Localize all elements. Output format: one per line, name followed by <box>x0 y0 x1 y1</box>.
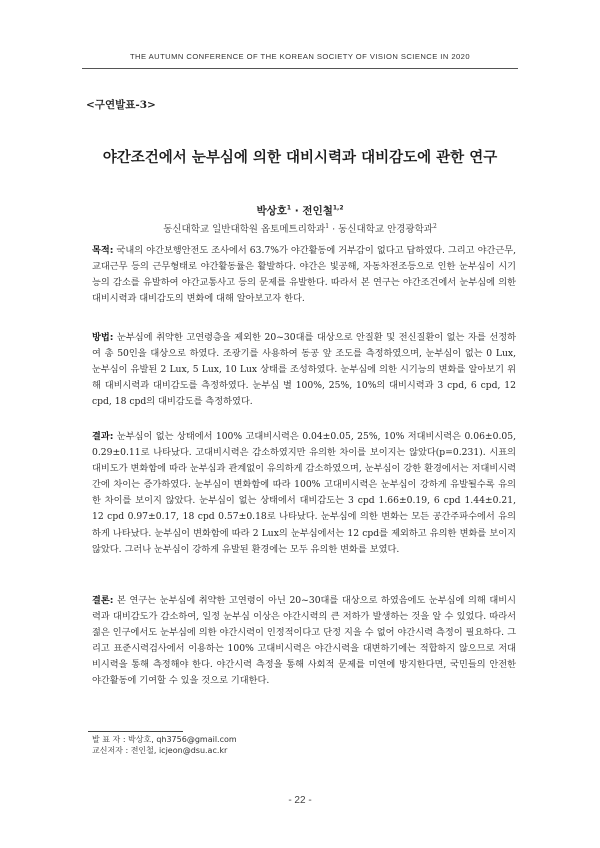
section-text: 눈부심이 없는 상태에서 100% 고대비시력은 0.04±0.05, 25%, 10% 저대비시력은 0.06±0.05, 0.29±0.11로 나타났다. 고대비시력은 감소하였지만 유의한 차이를 보이지는 않았다(p=0.231). 시표의 대비도가 변화함에 따라 눈부심과 관계없이 유의하게 감소하였으며, 눈부심이 강한 환경에서는 저대비시력간에 차이는 증가하였다. 눈부심이 변화함에 따라 100% 고대비시력은 눈부심이 강하게 유발될수록 유의한 차이를 보이지 않았다. 눈부심이 없는 상태에서 대비감도는 3 cpd 1.66±0.19, 6 cpd 1.44±0.21, 12 cpd 0.97±0.17, 18 cpd 0.57±0.18로 나타났다. 눈부심에 의한 변화는 모든 공간주파수에서 유의하게 나타났다. 눈부심이 변화함에 따라 2 Lux의 눈부심에서는 12 cpd를 제외하고 유의한 변화를 보이지 않았다. 그러나 눈부심이 강하게 유발된 환경에는 모두 유의한 변화를 보였다. <box>92 431 516 555</box>
section-text: 국내의 야간보행안전도 조사에서 63.7%가 야간활동에 거부감이 없다고 답하였다. 그리고 야간근무, 교대근무 등의 근무형태로 야간활동률은 활발하다. 야간은 빛공해, 자동차전조등으로 인한 눈부심이 시기능의 감소를 유발하여 야간교통사고 등의 문제를 유발한다. 따라서 본 연구는 야간조건에서 눈부심에 의한 대비시력과 대비감도의 변화에 대해 알아보고자 한다. <box>92 245 516 305</box>
section-text: 눈부심에 취약한 고연령층을 제외한 20~30대를 대상으로 안질환 및 전신질환이 없는 자를 선정하여 총 50인을 대상으로 하였다. 조광기를 사용하여 동공 앞 조도를 측정하였으며, 눈부심이 없는 0 Lux, 눈부심이 유발된 2 Lux, 5 Lux, 10 Lux 상태를 조성하였다. 눈부심에 의한 시기능의 변화를 알아보기 위해 대비시력과 대비감도를 측정하였다. 눈부심 별 100%, 25%, 10%의 대비시력과 3 cpd, 6 cpd, 12 cpd, 18 cpd의 대비감도를 측정하였다. <box>92 332 516 408</box>
affiliation-name: 동신대학교 일반대학원 옵토메트리학과 <box>163 224 326 235</box>
section-label: 결론: <box>92 595 114 606</box>
section-methods <box>92 330 516 410</box>
section-conclusion <box>92 593 516 690</box>
session-tag: <구연발표-3> <box>86 99 156 111</box>
section-label: 결과: <box>92 431 114 442</box>
section-label: 목적: <box>92 245 114 256</box>
affiliation-separator: · <box>332 224 336 235</box>
header-rule <box>82 68 518 69</box>
author-name: 전인철 <box>302 205 333 217</box>
author-name: 박상호 <box>256 205 287 217</box>
affiliation-superscript: 1 <box>325 222 330 230</box>
section-text: 본 연구는 눈부심에 취약한 고연령이 아닌 20~30대를 대상으로 하였음에도 눈부심에 의해 대비시력과 대비감도가 감소하여, 일정 눈부심 이상은 야간시력의 큰 저하가 발생하는 것을 알 수 있었다. 따라서 젊은 인구에서도 눈부심에 의한 야간시력이 인정적이다고 단정 지을 수 없어 야간시력 측정이 필요하다. 그리고 표준시력검사에서 이용하는 100% 고대비시력은 야간시력을 대변하기에는 적합하지 않으므로 저대비시력을 통해 측정해야 한다. 야간시력 측정을 통해 사회적 문제를 미연에 방지한다면, 국민들의 안전한 야간활동에 기여할 수 있을 것으로 기대한다. <box>92 595 516 687</box>
section-purpose <box>92 243 516 307</box>
footnote-presenter: 발 표 자 : 박상호, qh3756@gmail.com <box>92 735 237 744</box>
page-number: - 22 - <box>288 795 312 806</box>
author-superscript: 1 <box>286 204 292 212</box>
paper-title: 야간조건에서 눈부심에 의한 대비시력과 대비감도에 관한 연구 <box>102 150 498 166</box>
section-label: 방법: <box>92 332 114 343</box>
footnote-rule <box>88 731 183 732</box>
author-superscript: 1,2 <box>332 204 344 212</box>
section-results <box>92 429 516 558</box>
affiliation-line <box>0 221 600 235</box>
author-separator: · <box>294 205 299 217</box>
footnote-corresponding-author: 교신저자 : 전인철, icjeon@dsu.ac.kr <box>92 746 228 755</box>
author-line <box>0 203 600 218</box>
affiliation-name: 동신대학교 안경광학과 <box>338 224 433 235</box>
affiliation-superscript: 2 <box>432 222 437 230</box>
conference-header: THE AUTUMN CONFERENCE OF THE KOREAN SOCIETY OF VISION SCIENCE IN 2020 <box>129 52 471 61</box>
